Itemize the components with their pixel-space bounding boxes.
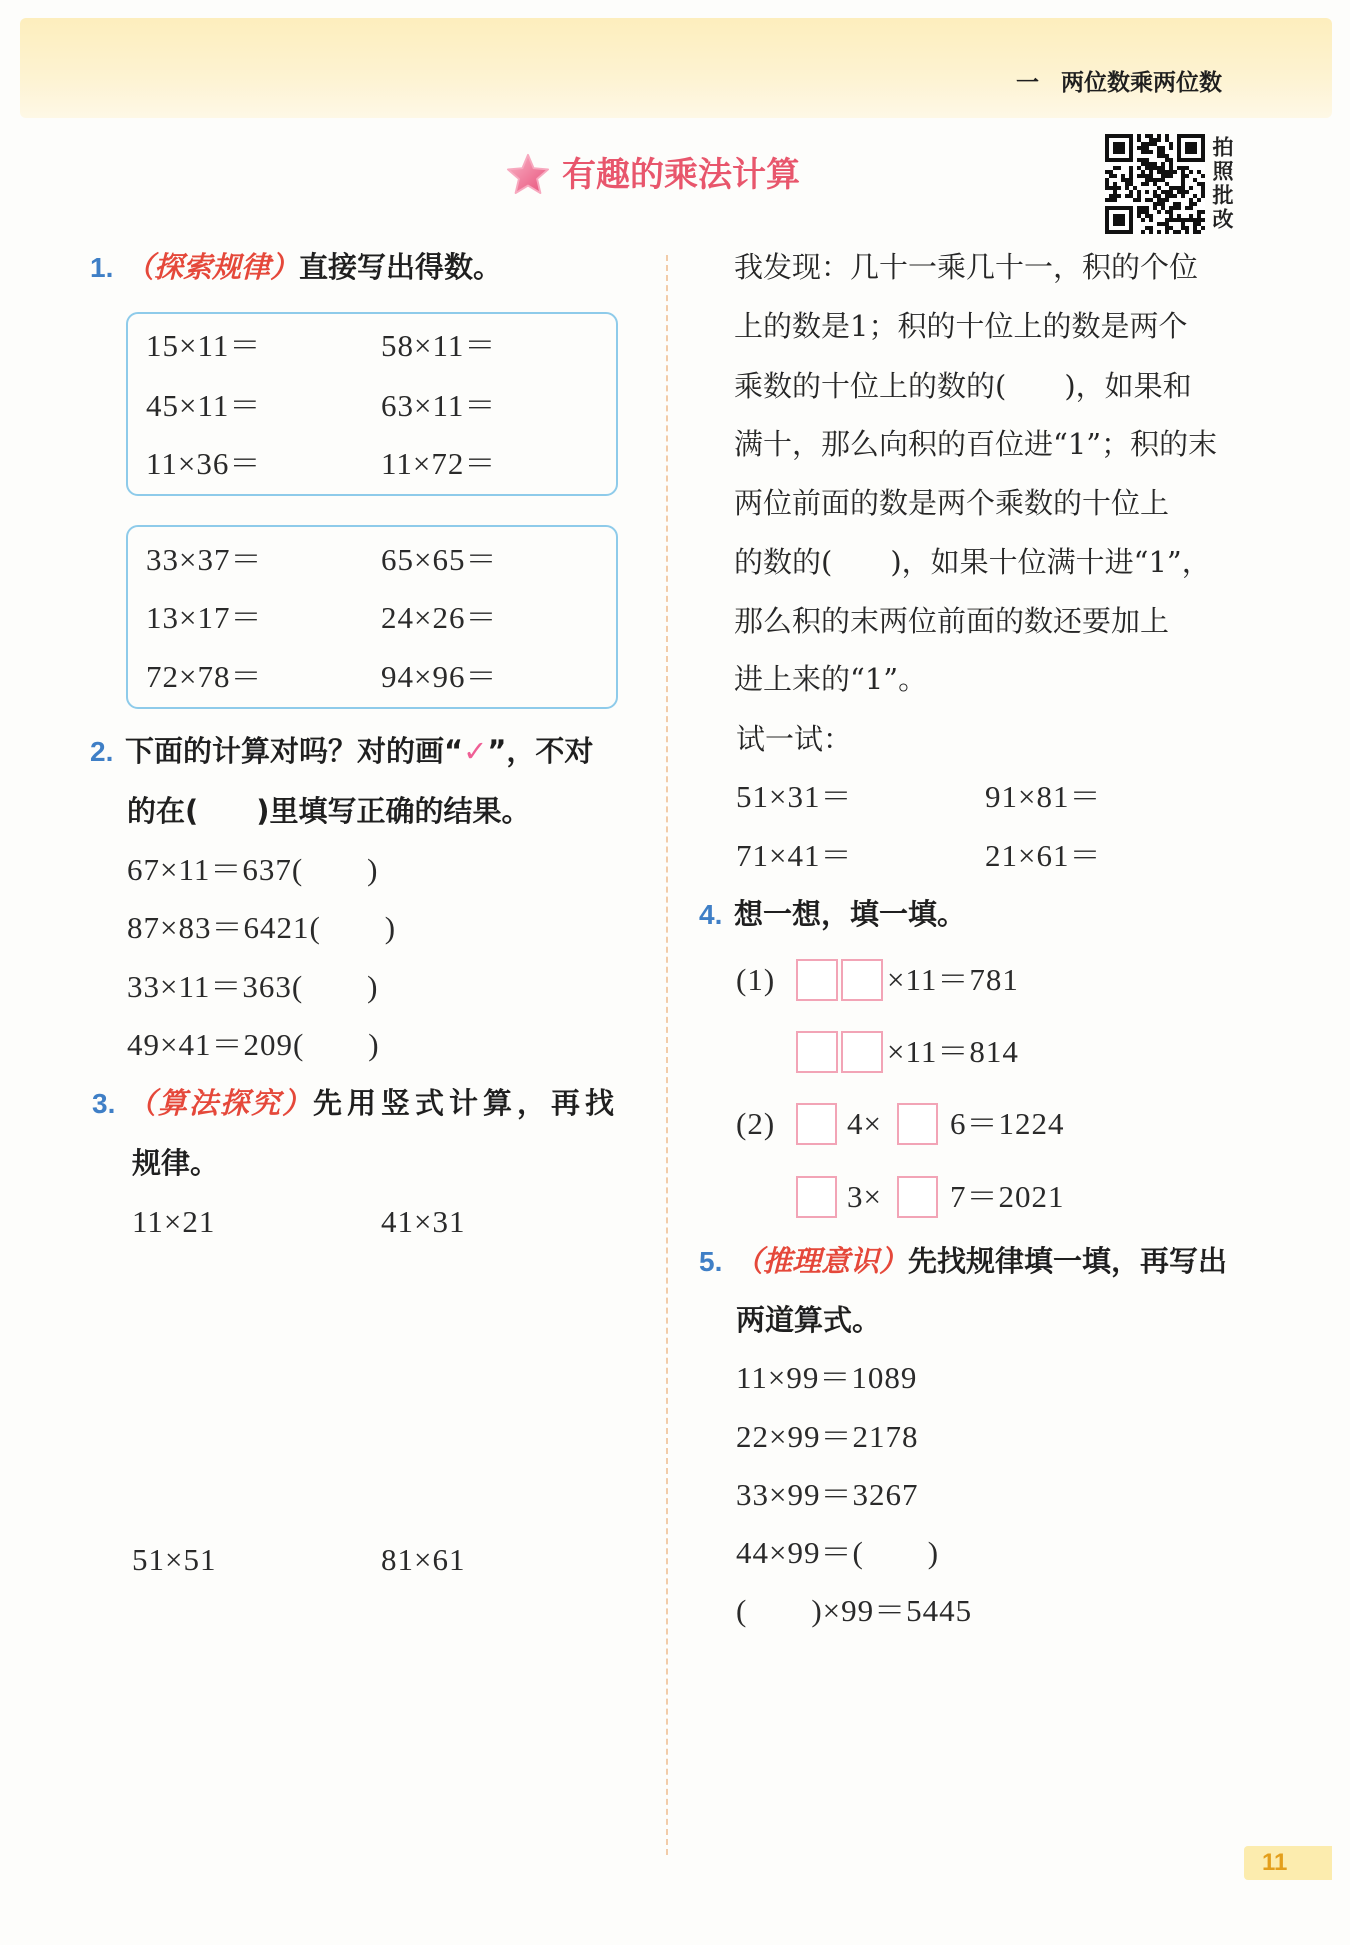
problem: 94×96＝ [381,659,498,694]
problem: 13×17＝ [146,600,263,635]
question-tag: （推理意识） [734,1244,909,1278]
fill-equation-mid: 4× [847,1106,882,1141]
discovery-line: 那么积的末两位前面的数还要加上 [734,604,1170,638]
page-number: 11 [1262,1849,1288,1876]
question-number: 4. [699,899,723,930]
qr-label: 拍照批改 [1210,136,1234,232]
unit-header [1016,66,1222,100]
problem: 58×11＝ [381,328,497,363]
fill-equation-mid: 3× [847,1179,882,1214]
question-tag: （算法探究） [127,1086,314,1120]
question-tag: （探索规律） [125,250,300,284]
section-title: 有趣的乘法计算 [562,155,800,195]
part-label: (2) [736,1106,776,1141]
discovery-line: 两位前面的数是两个乘数的十位上 [734,486,1170,520]
question-text: 先用竖式计算，再找 [313,1086,620,1120]
question-number: 5. [699,1246,723,1277]
problem: 15×11＝ [146,328,262,363]
fill-equation-end: 7＝2021 [950,1179,1065,1214]
question-2-stem-line2: 的在( )里填写正确的结果。 [127,794,531,828]
try-problem: 21×61＝ [985,838,1102,873]
problem: 33×37＝ [146,542,263,577]
question-2-stem [90,733,593,769]
problem-box-2 [126,525,618,709]
problem: 11×72＝ [381,446,497,481]
check-mark-icon: ✓ [463,734,488,768]
fill-equation: ×11＝781 [887,962,1019,997]
question-text: 先找规律填一填，再写出 [908,1244,1228,1278]
problem-box-1 [126,312,618,496]
pattern-line: ( )×99＝5445 [736,1593,973,1628]
problem: 72×78＝ [146,659,263,694]
discovery-line: 进上来的“1”。 [734,662,928,696]
check-item: 67×11＝637( ) [127,852,379,887]
page-number-band [1244,1846,1332,1880]
answer-square [796,1103,837,1145]
discovery-line: 的数的( )，如果十位满十进“1”， [734,545,1211,579]
question-4-stem [699,896,966,932]
unit-title: 两位数乘两位数 [1061,70,1222,96]
try-problem: 91×81＝ [985,779,1102,814]
answer-square [796,959,838,1001]
vertical-calc-problem: 51×51 [132,1542,217,1577]
question-5-stem-line2: 两道算式。 [736,1303,882,1337]
answer-square [897,1176,938,1218]
question-5-stem [699,1243,1227,1279]
problem: 45×11＝ [146,388,262,423]
vertical-calc-problem: 11×21 [132,1204,216,1239]
question-number: 1. [90,252,114,283]
discovery-line: 乘数的十位上的数的( )，如果和 [734,369,1192,403]
question-text: 下面的计算对吗？对的画“ [125,734,464,768]
answer-square [841,1031,883,1073]
pattern-line: 33×99＝3267 [736,1477,919,1512]
problem: 11×36＝ [146,446,262,481]
problem: 63×11＝ [381,388,497,423]
question-number: 3. [92,1088,116,1119]
question-1-stem [90,249,502,285]
column-divider [666,255,668,1855]
answer-square [796,1031,838,1073]
vertical-calc-problem: 41×31 [381,1204,466,1239]
pattern-line: 22×99＝2178 [736,1419,919,1454]
discovery-line: 我发现：几十一乘几十一，积的个位 [734,250,1199,284]
answer-square [796,1176,837,1218]
pattern-line: 44×99＝( ) [736,1535,940,1570]
try-problem: 51×31＝ [736,779,853,814]
question-3-stem [92,1085,619,1121]
part-label: (1) [736,962,776,997]
discovery-line: 上的数是1；积的十位上的数是两个 [734,309,1188,343]
fill-equation-end: 6＝1224 [950,1106,1065,1141]
question-text: 想一想，填一填。 [734,897,967,931]
question-text: 直接写出得数。 [299,250,503,284]
problem: 65×65＝ [381,542,498,577]
qr-code [1105,134,1205,234]
star-icon [505,152,551,198]
fill-equation: ×11＝814 [887,1034,1019,1069]
check-item: 49×41＝209( ) [127,1027,380,1062]
vertical-calc-problem: 81×61 [381,1542,466,1577]
check-item: 33×11＝363( ) [127,969,379,1004]
problem: 24×26＝ [381,600,498,635]
check-item: 87×83＝6421( ) [127,910,397,945]
discovery-line: 满十，那么向积的百位进“1”；积的末 [734,427,1218,461]
question-number: 2. [90,736,114,767]
unit-dash: 一 [1016,70,1039,96]
question-text: ”，不对 [487,734,594,768]
question-3-stem-line2: 规律。 [132,1146,220,1180]
try-problem: 71×41＝ [736,838,853,873]
try-label: 试一试： [736,722,853,756]
answer-square [841,959,883,1001]
answer-square [897,1103,938,1145]
pattern-line: 11×99＝1089 [736,1360,918,1395]
